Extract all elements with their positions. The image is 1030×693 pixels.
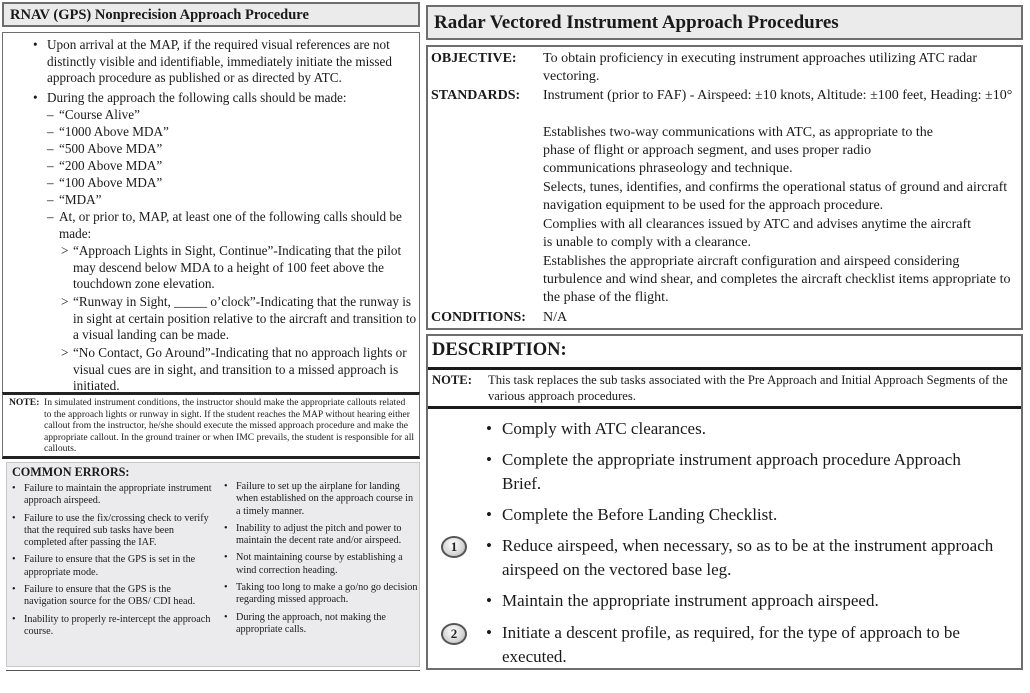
call-item: – “500 Above MDA” <box>47 141 163 156</box>
standard-item: Establishes two-way communications with ATC, as appropriate to the phase of flight or approach segment, and uses proper radio communications phraseology and technique. <box>543 125 933 177</box>
error-item: • Failure to ensure that the GPS is set in the appropriate mode. <box>12 554 196 578</box>
error-item: • Failure to ensure that the GPS is the navigation source for the OBS/ CDI head. <box>12 584 196 608</box>
call-item: – At, or prior to, MAP, at least one of the following calls should be made: <box>47 209 402 241</box>
standard-item: Complies with all clearances issued by ATC and advises anytime the aircraft is unable to comply with a clearance. <box>543 217 972 251</box>
bullet-icon: • <box>486 591 492 610</box>
dash-icon: – <box>47 141 54 156</box>
bullet-icon: • <box>224 522 228 534</box>
step-badge-2: 2 <box>441 623 467 645</box>
conditions-label: CONDITIONS: <box>431 310 526 325</box>
map-call-item: > “Approach Lights in Sight, Continue”-Indicating that the pilot may descend below MDA to a height of 100 feet above the touchdown zone elevation. <box>61 243 402 292</box>
note-text: In simulated instrument conditions, the instructor should make the appropriate callouts related to the approach lights or runway in sight. If the student reaches the MAP without hearing either callout from the instructor, he/she should execute the missed approach procedure and make the appropriate callout. In the ground trainer or when IMC prevails, the student is responsible for all callouts. <box>44 397 415 455</box>
bullet-icon: • <box>12 483 16 494</box>
note-box <box>2 392 420 459</box>
description-item: • Complete the Before Landing Checklist. <box>502 503 1012 527</box>
map-call-item: > “Runway in Sight, _____ o’clock”-Indicating that the runway is in sight at certain position relative to the aircraft and transition to a visual landing can be made. <box>61 294 417 343</box>
chevron-right-icon: > <box>61 294 69 309</box>
error-item: • Not maintaining course by establishing a wind correction heading. <box>224 552 403 576</box>
objective-text: To obtain proficiency in executing instrument approaches utilizing ATC radar vectoring. <box>543 51 978 85</box>
note-text: This task replaces the sub tasks associated with the Pre Approach and Initial Approach Segments of the various approach procedures. <box>488 373 1008 403</box>
page-title: Radar Vectored Instrument Approach Procedures <box>426 5 1023 40</box>
description-note <box>428 367 1021 409</box>
rnav-title: RNAV (GPS) Nonprecision Approach Procedure <box>2 2 420 27</box>
call-item: – “MDA” <box>47 192 102 207</box>
bullet-icon: • <box>486 450 492 469</box>
objective-standards-box <box>426 45 1023 330</box>
note-label: NOTE: <box>432 373 472 387</box>
radar-vectored-panel <box>426 5 1023 670</box>
dash-icon: – <box>47 192 54 207</box>
dash-icon: – <box>47 107 54 122</box>
dash-icon: – <box>47 175 54 190</box>
bullet-icon: • <box>12 584 16 596</box>
bullet-icon: • <box>33 90 38 105</box>
dash-icon: – <box>47 158 54 173</box>
error-item: • Inability to properly re-intercept the approach course. <box>12 613 211 637</box>
chevron-right-icon: > <box>61 243 69 258</box>
conditions-text: N/A <box>543 310 568 325</box>
bullet-icon: • <box>12 613 16 625</box>
note-label: NOTE: <box>9 397 40 408</box>
rnav-procedure-panel <box>2 2 420 637</box>
common-errors-title: COMMON ERRORS: <box>12 465 130 479</box>
rnav-body <box>2 32 420 392</box>
standard-item: Establishes the appropriate aircraft configuration and airspeed considering turbulence and wind shear, and completes the aircraft checklist items appropriate to the phase of the flight. <box>543 254 1011 306</box>
bullet-icon: • <box>486 505 492 524</box>
description-item: • Reduce airspeed, when necessary, so as to be at the instrument approach airspeed on the vectored base leg. <box>486 536 994 579</box>
bullet-icon: • <box>224 582 228 594</box>
bullet-icon: • <box>33 37 38 52</box>
bullet-icon: • <box>224 611 228 623</box>
call-item: – “Course Alive” <box>47 107 140 122</box>
list-item: • Upon arrival at the MAP, if the required visual references are not distinctly visible and identifiable, immediately initiate the missed approach procedure as published or as directed by ATC. <box>33 37 392 86</box>
dash-icon: – <box>47 209 54 224</box>
description-item: • Initiate a descent profile, as required, for the type of approach to be executed. <box>486 623 960 666</box>
divider <box>6 670 420 671</box>
description-box <box>426 334 1023 670</box>
bullet-icon: • <box>486 623 492 642</box>
bullet-icon: • <box>224 481 228 492</box>
dash-icon: – <box>47 124 54 139</box>
standards-label: STANDARDS: <box>431 88 521 103</box>
objective-label: OBJECTIVE: <box>431 51 517 66</box>
errors-column-1 <box>7 483 212 643</box>
call-item: – “1000 Above MDA” <box>47 124 169 139</box>
error-item: • Taking too long to make a go/no go decision regarding missed approach. <box>224 582 418 606</box>
list-item: • During the approach the following calls should be made: <box>33 90 347 105</box>
bullet-icon: • <box>12 512 16 524</box>
error-item: • Failure to maintain the appropriate instrument approach airspeed. <box>12 483 212 507</box>
bullet-icon: • <box>486 419 492 438</box>
call-item: – “200 Above MDA” <box>47 158 163 173</box>
bullet-icon: • <box>486 536 492 555</box>
bullet-icon: • <box>224 552 228 564</box>
standard-item: Selects, tunes, identifies, and confirms the operational status of ground and aircraft navigation equipment to be used for the approach procedure. <box>543 180 1008 214</box>
chevron-right-icon: > <box>61 345 69 360</box>
description-item: • Maintain the appropriate instrument approach airspeed. <box>502 589 1012 613</box>
description-item: • Comply with ATC clearances. <box>502 417 1012 441</box>
error-item: • Failure to set up the airplane for landing when established on the approach course in a timely manner. <box>224 481 414 517</box>
bullet-icon: • <box>12 554 16 566</box>
description-item: • Complete the appropriate instrument approach procedure Approach Brief. <box>486 450 961 493</box>
common-errors-box <box>6 462 420 667</box>
error-item: • During the approach, not making the appropriate calls. <box>224 611 386 635</box>
standard-item: Instrument (prior to FAF) - Airspeed: ±10 knots, Altitude: ±100 feet, Heading: ±10° <box>543 88 1013 103</box>
map-call-item: > “No Contact, Go Around”-Indicating that no approach lights or visual cues are in sight, and transition to a missed approach is initiated. <box>61 345 407 394</box>
error-item: • Failure to use the fix/crossing check to verify that the required sub tasks have been completed after passing the IAF. <box>12 512 209 549</box>
errors-column-2 <box>219 481 419 641</box>
error-item: • Inability to adjust the pitch and power to maintain the decent rate and/or airspeed. <box>224 522 402 547</box>
step-badge-1: 1 <box>441 536 467 558</box>
call-item: – “100 Above MDA” <box>47 175 163 190</box>
description-title: DESCRIPTION: <box>432 340 567 360</box>
